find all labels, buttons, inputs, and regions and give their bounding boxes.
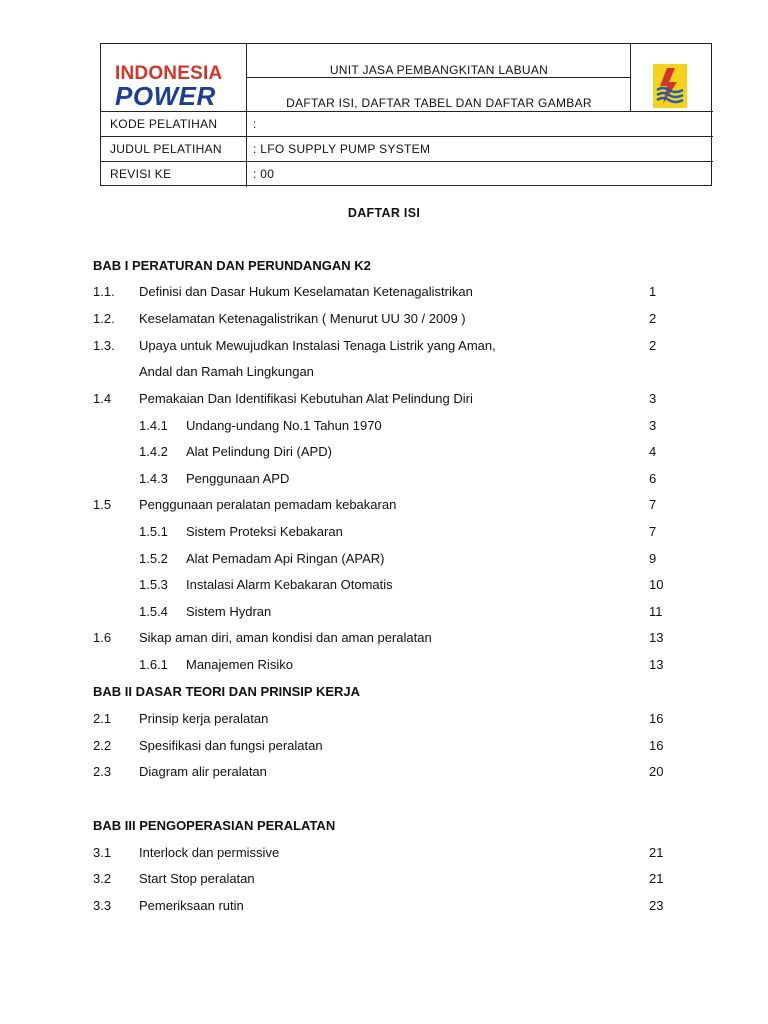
toc-number: 2.2	[93, 738, 112, 753]
toc-text: Definisi dan Dasar Hukum Keselamatan Ketenagalistrikan	[139, 284, 473, 299]
header-divider-horizontal	[101, 111, 713, 112]
toc-text: Sistem Hydran	[186, 604, 272, 619]
pln-logo-icon	[653, 64, 687, 108]
toc-page: 7	[649, 524, 657, 539]
document-type-title: DAFTAR ISI, DAFTAR TABEL DAN DAFTAR GAMBAR	[286, 96, 592, 110]
toc-text: Prinsip kerja peralatan	[139, 711, 269, 726]
toc-page: 21	[649, 845, 664, 860]
toc-subentry	[0, 471, 768, 491]
toc-page: 16	[649, 738, 664, 753]
toc-page: 7	[649, 497, 657, 512]
page-title: DAFTAR ISI	[347, 206, 421, 220]
toc-page: 9	[649, 551, 657, 566]
toc-page: 11	[649, 604, 663, 619]
toc-entry	[0, 711, 768, 731]
toc-text: Alat Pelindung Diri (APD)	[186, 444, 332, 459]
toc-text: Alat Pemadam Api Ringan (APAR)	[186, 551, 385, 566]
toc-number: 3.1	[93, 845, 112, 860]
toc-number: 1.5	[93, 497, 112, 512]
chapter-heading: BAB II DASAR TEORI DAN PRINSIP KERJA	[93, 684, 361, 699]
toc-number: 1.6	[93, 630, 112, 645]
toc-page: 16	[649, 711, 664, 726]
toc-number: 1.1.	[93, 284, 115, 299]
toc-number: 2.3	[93, 764, 112, 779]
chapter-heading: BAB III PENGOPERASIAN PERALATAN	[93, 818, 336, 833]
toc-number: 3.3	[93, 898, 112, 913]
toc-number: 1.4.1	[139, 418, 168, 433]
toc-page: 23	[649, 898, 664, 913]
toc-text: Penggunaan APD	[186, 471, 290, 486]
toc-entry	[0, 497, 768, 517]
toc-page: 2	[649, 338, 657, 353]
logo-text-top: INDONESIA	[115, 63, 223, 84]
toc-subentry	[0, 444, 768, 464]
revisi-label: REVISI KE	[110, 167, 172, 181]
toc-text: Manajemen Risiko	[186, 657, 293, 672]
toc-number: 1.2.	[93, 311, 115, 326]
toc-number: 1.5.2	[139, 551, 168, 566]
kode-pelatihan-label: KODE PELATIHAN	[110, 117, 218, 131]
judul-pelatihan-value: : LFO SUPPLY PUMP SYSTEM	[253, 142, 431, 156]
toc-entry	[0, 391, 768, 411]
toc-subentry	[0, 551, 768, 571]
document-header-table	[100, 43, 712, 186]
toc-entry	[0, 738, 768, 758]
toc-text: Spesifikasi dan fungsi peralatan	[139, 738, 323, 753]
toc-text: Upaya untuk Mewujudkan Instalasi Tenaga Listrik yang Aman,	[139, 338, 496, 353]
toc-number: 1.3.	[93, 338, 115, 353]
toc-entry	[0, 871, 768, 891]
toc-page: 3	[649, 391, 657, 406]
toc-page: 13	[649, 657, 664, 672]
header-divider-horizontal	[246, 77, 631, 78]
toc-page: 20	[649, 764, 664, 779]
toc-text: Undang-undang No.1 Tahun 1970	[186, 418, 382, 433]
toc-entry	[0, 630, 768, 650]
toc-entry	[0, 284, 768, 304]
toc-page: 4	[649, 444, 657, 459]
toc-text: Sistem Proteksi Kebakaran	[186, 524, 343, 539]
toc-entry-continuation	[0, 364, 768, 384]
toc-number: 1.6.1	[139, 657, 168, 672]
toc-page: 6	[649, 471, 657, 486]
toc-number: 2.1	[93, 711, 112, 726]
toc-entry	[0, 764, 768, 784]
toc-entry	[0, 845, 768, 865]
toc-page: 3	[649, 418, 657, 433]
toc-text: Diagram alir peralatan	[139, 764, 267, 779]
unit-title: UNIT JASA PEMBANGKITAN LABUAN	[329, 63, 549, 77]
toc-entry	[0, 311, 768, 331]
toc-page: 21	[649, 871, 664, 886]
toc-text: Keselamatan Ketenagalistrikan ( Menurut UU 30 / 2009 )	[139, 311, 466, 326]
toc-page: 1	[649, 284, 657, 299]
toc-number: 1.4.2	[139, 444, 168, 459]
toc-subentry	[0, 604, 768, 624]
toc-number: 1.4.3	[139, 471, 168, 486]
toc-entry	[0, 338, 768, 358]
toc-page: 10	[649, 577, 664, 592]
toc-text: Sikap aman diri, aman kondisi dan aman peralatan	[139, 630, 432, 645]
toc-entry	[0, 898, 768, 918]
toc-text: Interlock dan permissive	[139, 845, 280, 860]
kode-pelatihan-value: :	[253, 117, 257, 131]
toc-text: Penggunaan peralatan pemadam kebakaran	[139, 497, 397, 512]
toc-text: Instalasi Alarm Kebakaran Otomatis	[186, 577, 393, 592]
toc-subentry	[0, 657, 768, 677]
toc-number: 3.2	[93, 871, 112, 886]
logo-text-bottom: POWER	[115, 81, 216, 111]
toc-text: Start Stop peralatan	[139, 871, 255, 886]
revisi-value: : 00	[253, 167, 275, 181]
toc-page: 13	[649, 630, 664, 645]
chapter-heading: BAB I PERATURAN DAN PERUNDANGAN K2	[93, 258, 371, 273]
toc-page: 2	[649, 311, 657, 326]
toc-subentry	[0, 524, 768, 544]
toc-number: 1.5.1	[139, 524, 168, 539]
toc-number: 1.5.4	[139, 604, 168, 619]
indonesia-power-logo	[115, 63, 235, 111]
toc-number: 1.5.3	[139, 577, 168, 592]
toc-text: Pemakaian Dan Identifikasi Kebutuhan Alat Pelindung Diri	[139, 391, 473, 406]
toc-text: Pemeriksaan rutin	[139, 898, 244, 913]
judul-pelatihan-label: JUDUL PELATIHAN	[110, 142, 222, 156]
toc-text: Andal dan Ramah Lingkungan	[139, 364, 314, 379]
header-divider-horizontal	[101, 136, 713, 137]
header-divider-horizontal	[101, 161, 713, 162]
toc-number: 1.4	[93, 391, 112, 406]
toc-subentry	[0, 418, 768, 438]
toc-subentry	[0, 577, 768, 597]
